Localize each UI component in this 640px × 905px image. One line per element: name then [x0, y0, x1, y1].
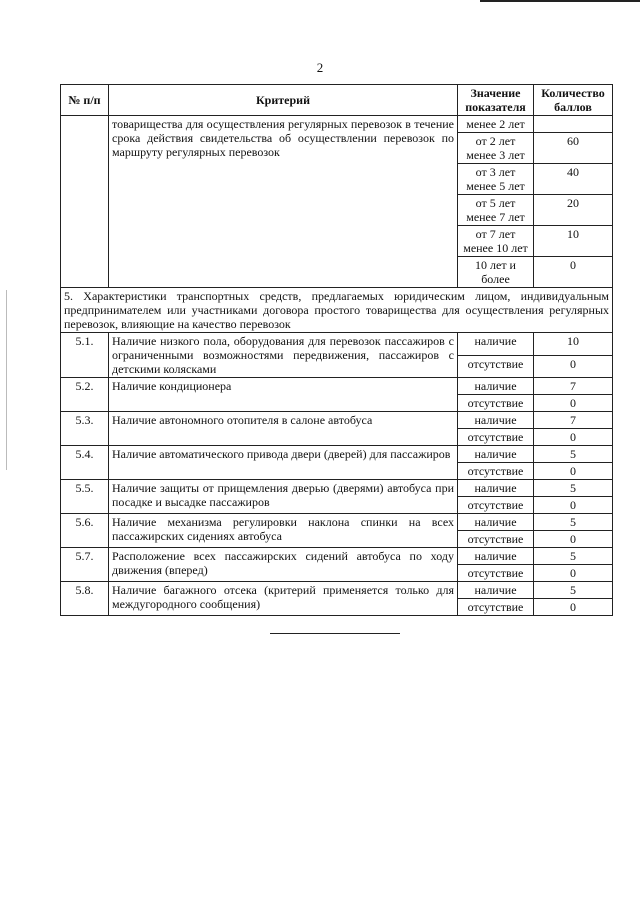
option-value: отсутствие [458, 395, 534, 412]
row-points: 0 [534, 257, 613, 288]
option-points: 7 [534, 378, 613, 395]
option-value: наличие [458, 480, 534, 497]
continuation-criterion: товарищества для осуществления регулярных перевозок в течение срока действия свидетельства об осуществлении перевозок по маршруту регулярных перевозок [109, 116, 458, 288]
table-row [61, 446, 613, 463]
header-criterion: Критерий [109, 85, 458, 116]
item-number: 5.8. [61, 582, 109, 616]
option-points: 0 [534, 395, 613, 412]
option-value: отсутствие [458, 497, 534, 514]
table-header-row [61, 85, 613, 116]
option-points: 0 [534, 463, 613, 480]
table-row [61, 582, 613, 599]
header-value: Значение показателя [458, 85, 534, 116]
table-row [61, 412, 613, 429]
page-number: 2 [316, 60, 324, 75]
option-points: 0 [534, 355, 613, 378]
option-points: 10 [534, 333, 613, 356]
option-value: отсутствие [458, 599, 534, 616]
option-value: наличие [458, 333, 534, 356]
end-rule [270, 633, 400, 634]
header-num: № п/п [61, 85, 109, 116]
option-points: 0 [534, 497, 613, 514]
section-header-row [61, 288, 613, 333]
table-row [61, 116, 613, 133]
row-value: менее 2 лет [458, 116, 534, 133]
option-points: 0 [534, 599, 613, 616]
row-value: от 2 лет менее 3 лет [458, 133, 534, 164]
option-value: отсутствие [458, 531, 534, 548]
item-number: 5.5. [61, 480, 109, 514]
item-number: 5.2. [61, 378, 109, 412]
item-criterion: Наличие кондиционера [109, 378, 458, 412]
item-number: 5.6. [61, 514, 109, 548]
item-number: 5.3. [61, 412, 109, 446]
option-value: наличие [458, 514, 534, 531]
item-criterion: Наличие автономного отопителя в салоне автобуса [109, 412, 458, 446]
option-value: наличие [458, 412, 534, 429]
row-num [61, 116, 109, 288]
item-criterion: Наличие механизма регулировки наклона спинки на всех пассажирских сидениях автобуса [109, 514, 458, 548]
table-row [61, 548, 613, 565]
section-5-title: 5. Характеристики транспортных средств, предлагаемых юридическим лицом, индивидуальным предпринимателем или участниками договора простого товарищества для осуществления регулярных перевозок, влияющие на качество перевозок [61, 288, 613, 333]
option-points: 5 [534, 582, 613, 599]
scan-artifact [6, 290, 7, 470]
table-row [61, 333, 613, 356]
option-value: отсутствие [458, 463, 534, 480]
option-value: наличие [458, 446, 534, 463]
option-value: наличие [458, 548, 534, 565]
item-criterion: Наличие автоматического привода двери (дверей) для пассажиров [109, 446, 458, 480]
item-number: 5.4. [61, 446, 109, 480]
row-points [534, 116, 613, 133]
item-criterion: Наличие низкого пола, оборудования для перевозок пассажиров с ограниченными возможностями передвижения, пассажиров с детскими колясками [109, 333, 458, 378]
option-points: 0 [534, 565, 613, 582]
row-value: от 7 лет менее 10 лет [458, 226, 534, 257]
row-points: 40 [534, 164, 613, 195]
row-points: 10 [534, 226, 613, 257]
row-value: 10 лет и более [458, 257, 534, 288]
option-points: 7 [534, 412, 613, 429]
option-value: наличие [458, 582, 534, 599]
row-value: от 3 лет менее 5 лет [458, 164, 534, 195]
option-value: наличие [458, 378, 534, 395]
header-points: Количество баллов [534, 85, 613, 116]
option-value: отсутствие [458, 355, 534, 378]
item-number: 5.7. [61, 548, 109, 582]
criteria-table [60, 84, 613, 616]
table-body [61, 116, 613, 616]
table-row [61, 514, 613, 531]
row-points: 20 [534, 195, 613, 226]
top-border-line [480, 0, 640, 2]
table-row [61, 378, 613, 395]
option-points: 0 [534, 531, 613, 548]
row-value: от 5 лет менее 7 лет [458, 195, 534, 226]
option-value: отсутствие [458, 429, 534, 446]
option-points: 5 [534, 480, 613, 497]
option-points: 5 [534, 548, 613, 565]
item-criterion: Расположение всех пассажирских сидений автобуса по ходу движения (вперед) [109, 548, 458, 582]
item-criterion: Наличие багажного отсека (критерий применяется только для междугородного сообщения) [109, 582, 458, 616]
table-row [61, 480, 613, 497]
option-points: 5 [534, 446, 613, 463]
row-points: 60 [534, 133, 613, 164]
option-points: 0 [534, 429, 613, 446]
option-points: 5 [534, 514, 613, 531]
option-value: отсутствие [458, 565, 534, 582]
item-number: 5.1. [61, 333, 109, 378]
item-criterion: Наличие защиты от прищемления дверью (дверями) автобуса при посадке и высадке пассажиров [109, 480, 458, 514]
